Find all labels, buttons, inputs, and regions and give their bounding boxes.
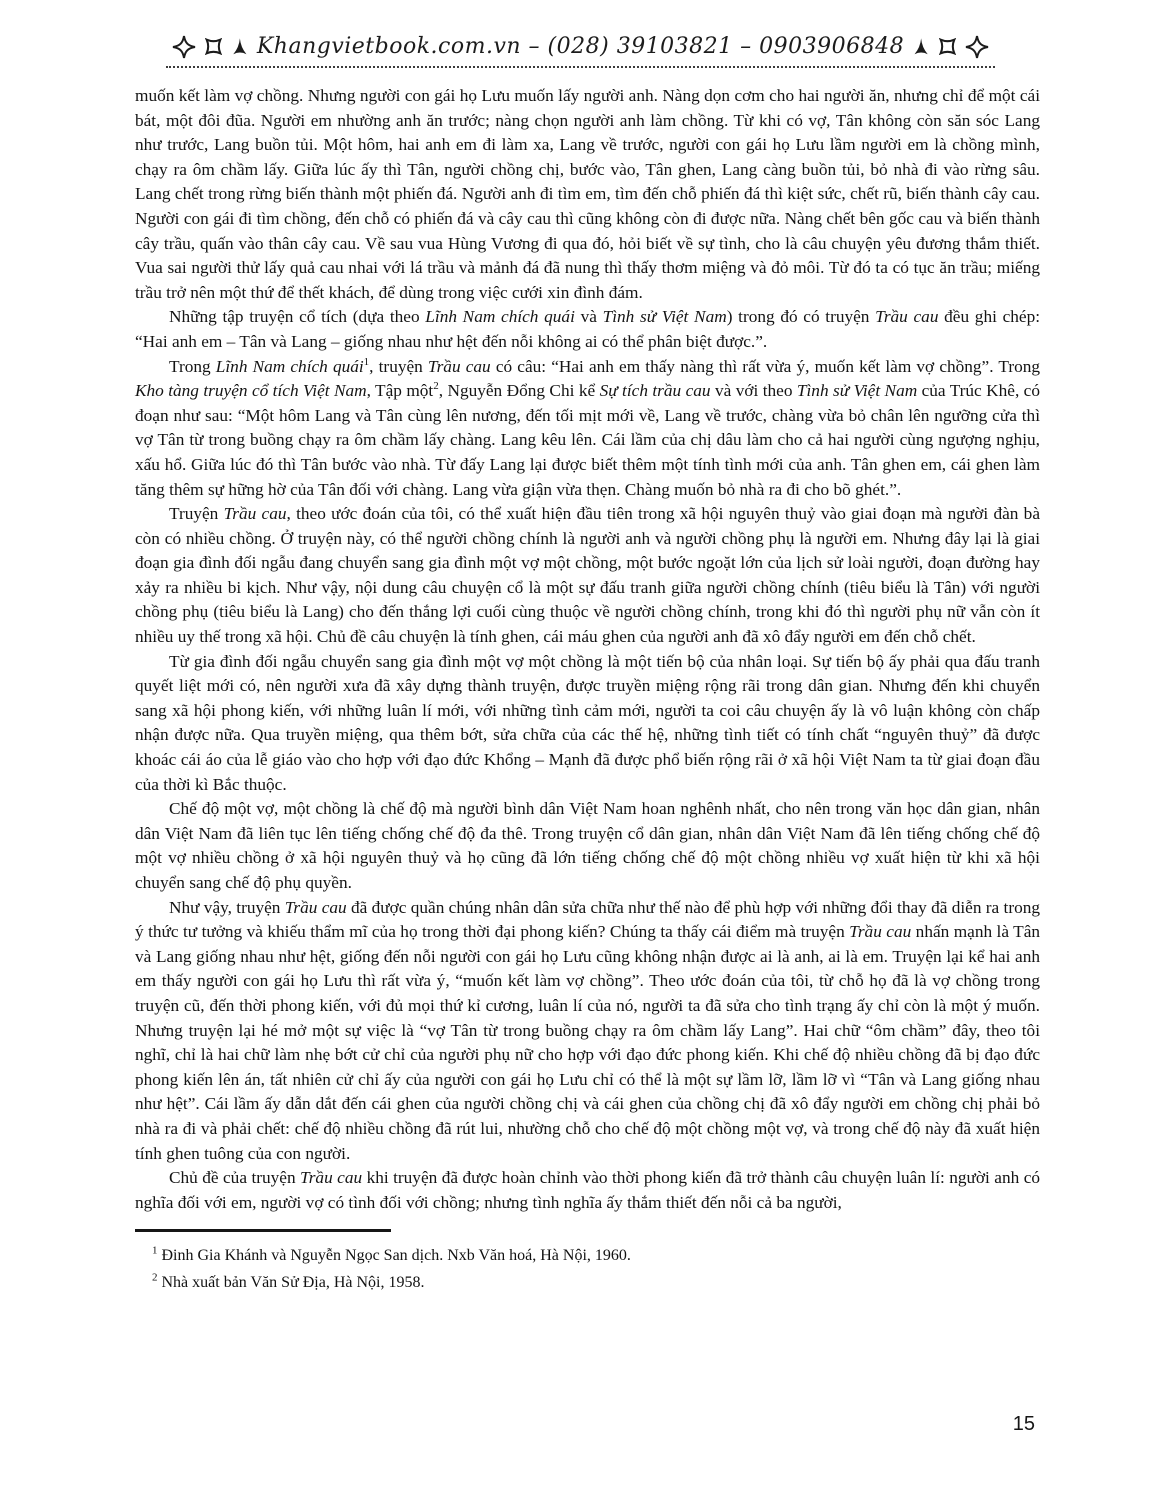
work-title: Trầu cau	[300, 1168, 363, 1188]
footnote-ref: 1	[363, 355, 370, 368]
page-number: 15	[1012, 1413, 1035, 1435]
page-header	[0, 0, 1161, 68]
work-title: Lĩnh Nam chích quái	[425, 307, 575, 327]
work-title: Trầu cau	[223, 504, 287, 524]
footnote-marker: 2	[152, 1271, 158, 1284]
footnote-marker: 1	[152, 1244, 158, 1257]
text-run: Những tập truyện cổ tích (dựa theo	[169, 307, 426, 327]
work-title: Tình sử Việt Nam	[602, 307, 727, 327]
curved-triangle-icon	[913, 38, 930, 55]
paragraph	[135, 502, 1040, 650]
text-run: đều ghi chép: “Hai anh em – Tân và Lang – giống nhau như hệt đến nỗi không ai có thể phân biệt được.”.	[135, 307, 1041, 351]
footnote: $^1$ Đinh Gia Khánh và Nguyễn Ngọc San dịch. Nxb Văn hoá, Hà Nội, 1960.	[152, 1244, 631, 1265]
article-body	[135, 84, 1040, 1215]
four-point-star-icon	[965, 35, 989, 59]
paragraph	[135, 650, 1040, 798]
work-title: Tình sử Việt Nam	[796, 381, 918, 401]
text-run: Chế độ một vợ, một chồng là chế độ mà người bình dân Việt Nam hoan nghênh nhất, cho nên trong văn học dân gian, nhân dân Việt Nam đã liên tục lên tiếng chống chế độ đa thê. Trong truyện cổ dân gian, nhân dân Việt Nam đã lên tiếng chống chế độ một vợ nhiều chồng ở xã hội nguyên thuỷ và họ cũng đã lớn tiếng chống chế độ một chồng nhiều vợ xuất hiện từ khi xã hội chuyển sang chế độ phụ quyền.	[135, 799, 1040, 892]
text-run: Trong	[169, 356, 216, 376]
text-run: có câu: “Hai anh em thấy nàng thì rất vừa ý, muốn kết làm vợ chồng”. Trong	[490, 356, 1040, 376]
paragraph	[135, 797, 1040, 895]
footnote-separator	[135, 1229, 391, 1232]
text-run: và với theo	[710, 381, 797, 401]
text-run: đã được quần chúng nhân dân sửa chữa như thế nào để phù hợp với những đổi thay đã diễn ra trong ý thức tư tưởng và khiếu thẩm mĩ của họ trong thời đại phong kiến? Chúng ta thấy cái điểm mà truyện	[135, 897, 1041, 942]
text-run: muốn kết làm vợ chồng. Nhưng người con gái họ Lưu muốn lấy người anh. Nàng dọn cơm cho hai người ăn, nhưng chỉ để một cái bát, một đôi đũa. Người em nhường anh ăn trước; nàng chọn người anh làm chồng. Từ khi có vợ, Tân không còn săn sóc Lang như trước, Lang buồn tủi. Một hôm, hai anh em đi làm xa, Lang về trước, người con gái họ Lưu lầm người em là chồng mình, chạy ra ôm chầm lấy. Giữa lúc ấy thì Tân, người chồng chị, bước vào, Tân ghen, Lang càng buồn tủi, bỏ nhà đi vào rừng sâu. Lang chết trong rừng biến thành một phiến đá. Người anh đi tìm em, tìm đến chỗ phiến đá thì kiệt sức, chết rũ, biến thành cây cau. Người con gái đi tìm chồng, đến chỗ có phiến đá và cây cau thì cũng không còn đi được nữa. Nàng chết bên gốc cau và biến thành cây trầu, quấn vào thân cây cau. Về sau vua Hùng Vương đi qua đó, hỏi biết về sự tình, cho là câu chuyện yêu đương thắm thiết. Vua sai người thử lấy quả cau nhai với lá trầu và mảnh đá đã nung thì thấy thơm miệng và đỏ môi. Từ đó ta có tục ăn trầu; miếng trầu trở nên một thứ để thết khách, để dùng trong việc cưới xin đình đám.	[135, 86, 1040, 302]
text-run: ) trong đó có truyện	[726, 307, 876, 327]
text-run: , theo ước đoán của tôi, có thể xuất hiện đầu tiên trong xã hội nguyên thuỷ vào giai đoạn mà người đàn bà còn có nhiều chồng. Ở truyện này, có thể người chồng chính là người anh và người chồng phụ là người em. Nhưng đây lại là giai đoạn gia đình đối ngẫu đang chuyển sang gia đình một vợ một chồng, một bước ngoặt lớn của lịch sử loài người, đoạn đường hay xảy ra nhiều bi kịch. Như vậy, nội dung câu chuyện cổ là một sự đấu tranh giữa người chồng chính (tiêu biểu là Tân) với người chồng phụ (tiêu biểu là Lang) cho đến thắng lợi cuối cùng thuộc về người chồng chính, trong khi đó thì người phụ nữ vẫn còn ít nhiều uy thế trong xã hội. Chủ đề câu chuyện là tính ghen, cái máu ghen của người anh đã xô đẩy người em đến chỗ chết.	[135, 504, 1040, 647]
footnote-ref: 2	[433, 380, 439, 393]
work-title: Trầu cau	[427, 356, 491, 376]
text-run: và	[574, 307, 603, 327]
text-run: Truyện	[169, 504, 224, 524]
concave-square-icon	[205, 38, 222, 55]
text-run: của Trúc Khê, có đoạn như sau: “Một hôm Lang và Tân cùng lên nương, đến tối mịt mới về, Lang về trước, chàng vừa bỏ chân lên ngưỡng cửa thì vợ Tân từ trong buồng chạy ra ôm chầm lấy chàng. Lang kêu lên. Cái lầm của chị dâu làm cho cả hai người cùng ngượng nghịu, xấu hổ. Giữa lúc đó thì Tân bước vào nhà. Từ đấy Lang lại được biết thêm một tính tình mới của anh. Tân ghen em, cái ghen làm tăng thêm sự hững hờ của Tân đối với chàng. Lang vừa giận vừa thẹn. Chàng muốn bỏ nhà ra đi cho bõ ghét.”.	[135, 381, 1040, 499]
paragraph	[135, 355, 1040, 503]
work-title: Trầu cau	[875, 307, 939, 327]
text-run: khi truyện đã được hoàn chỉnh vào thời phong kiến đã trở thành câu chuyện luân lí: người anh có nghĩa đối với em, người vợ có tình đối với chồng; nhưng tình nghĩa ấy thắm thiết đến nỗi cả ba người,	[135, 1168, 1041, 1212]
paragraph	[135, 1166, 1040, 1215]
work-title: Sự tích trầu cau	[599, 381, 711, 401]
work-title: Lĩnh Nam chích quái	[215, 356, 364, 376]
curved-triangle-icon	[231, 38, 248, 55]
text-run: , Nguyễn Đổng Chi kể	[438, 381, 600, 401]
work-title: Trầu cau	[284, 897, 347, 917]
concave-square-icon	[939, 38, 956, 55]
header-site-and-phones: Khangvietbook.com.vn – (028) 39103821 – 0903906848	[256, 34, 905, 59]
text-run: nhấn mạnh là Tân và Lang giống nhau như hệt, giống đến nỗi người con gái họ Lưu cũng không nhận được ai là anh, ai là em. Truyện lại kể hai anh em thấy người con gái họ Lưu thì rất vừa ý, “muốn kết làm vợ chồng”. Theo ước đoán của tôi, từ chỗ họ đã là vợ chồng trong truyện cũ, đến thời phong kiến, với đủ mọi thứ kỉ cương, luân lí của nó, người ta đã sửa cho tình trạng ấy chỉ còn là một ý muốn. Nhưng truyện lại hé mở một sự việc là “vợ Tân từ trong buồng chạy ra ôm chầm lấy Lang”. Hai chữ “ôm chầm” đây, theo tôi nghĩ, chỉ là hai chữ làm nhẹ bớt cử chỉ của người phụ nữ cho hợp với đạo đức phong kiến. Khi chế độ nhiều chồng đã bị đạo đức phong kiến lên án, tất nhiên cử chỉ ấy của người con gái họ Lưu chỉ có thể là một sự lầm lỡ, lầm lỡ vì “Tân và Lang giống nhau như hệt”. Cái lầm ấy dẫn dắt đến cái ghen của người chồng chị và cái ghen của chồng chị đã xô đẩy người em chồng chị phải bỏ nhà ra đi và phải chết: chế độ nhiều chồng đã rút lui, nhường chỗ cho chế độ một chồng một vợ, và trong chế độ này đã xuất hiện tính ghen tuông của con người.	[135, 922, 1041, 1163]
four-point-star-icon	[172, 35, 196, 59]
work-title: Kho tàng truyện cổ tích Việt Nam	[135, 381, 367, 401]
text-run: Từ gia đình đối ngẫu chuyển sang gia đình một vợ một chồng là một tiến bộ của nhân loại. Sự tiến bộ ấy phải qua đấu tranh quyết liệt mới có, nên người xưa đã xây dựng thành truyện, được truyền miệng rộng rãi trong dân gian. Nhưng đến khi chuyển sang xã hội phong kiến, với những luân lí mới, với những tình cảm mới, người ta coi câu chuyện ấy là vô luận không còn chấp nhận được nữa. Qua truyền miệng, qua thêm bớt, sửa chữa của các thế hệ, những tình tiết có tính chất “nguyên thuỷ” đã được khoác cái áo của lễ giáo vào cho hợp với đạo đức Khổng – Mạnh đã được phổ biến rộng rãi ở xã hội Việt Nam ta từ giai đoạn đầu của thời kì Bắc thuộc.	[135, 651, 1040, 794]
text-run: Như vậy, truyện	[169, 897, 285, 917]
work-title: Trầu cau	[849, 922, 912, 942]
text-run: , truyện	[369, 356, 428, 376]
text-run: , Tập một	[366, 381, 434, 401]
footnote: $^2$ Nhà xuất bản Văn Sử Địa, Hà Nội, 1958.	[152, 1271, 425, 1292]
paragraph	[135, 896, 1040, 1167]
text-run: Chủ đề của truyện	[169, 1168, 301, 1188]
paragraph	[135, 305, 1040, 354]
header-ornament-band	[166, 34, 995, 68]
footnotes	[152, 1242, 1040, 1296]
paragraph	[135, 84, 1040, 305]
